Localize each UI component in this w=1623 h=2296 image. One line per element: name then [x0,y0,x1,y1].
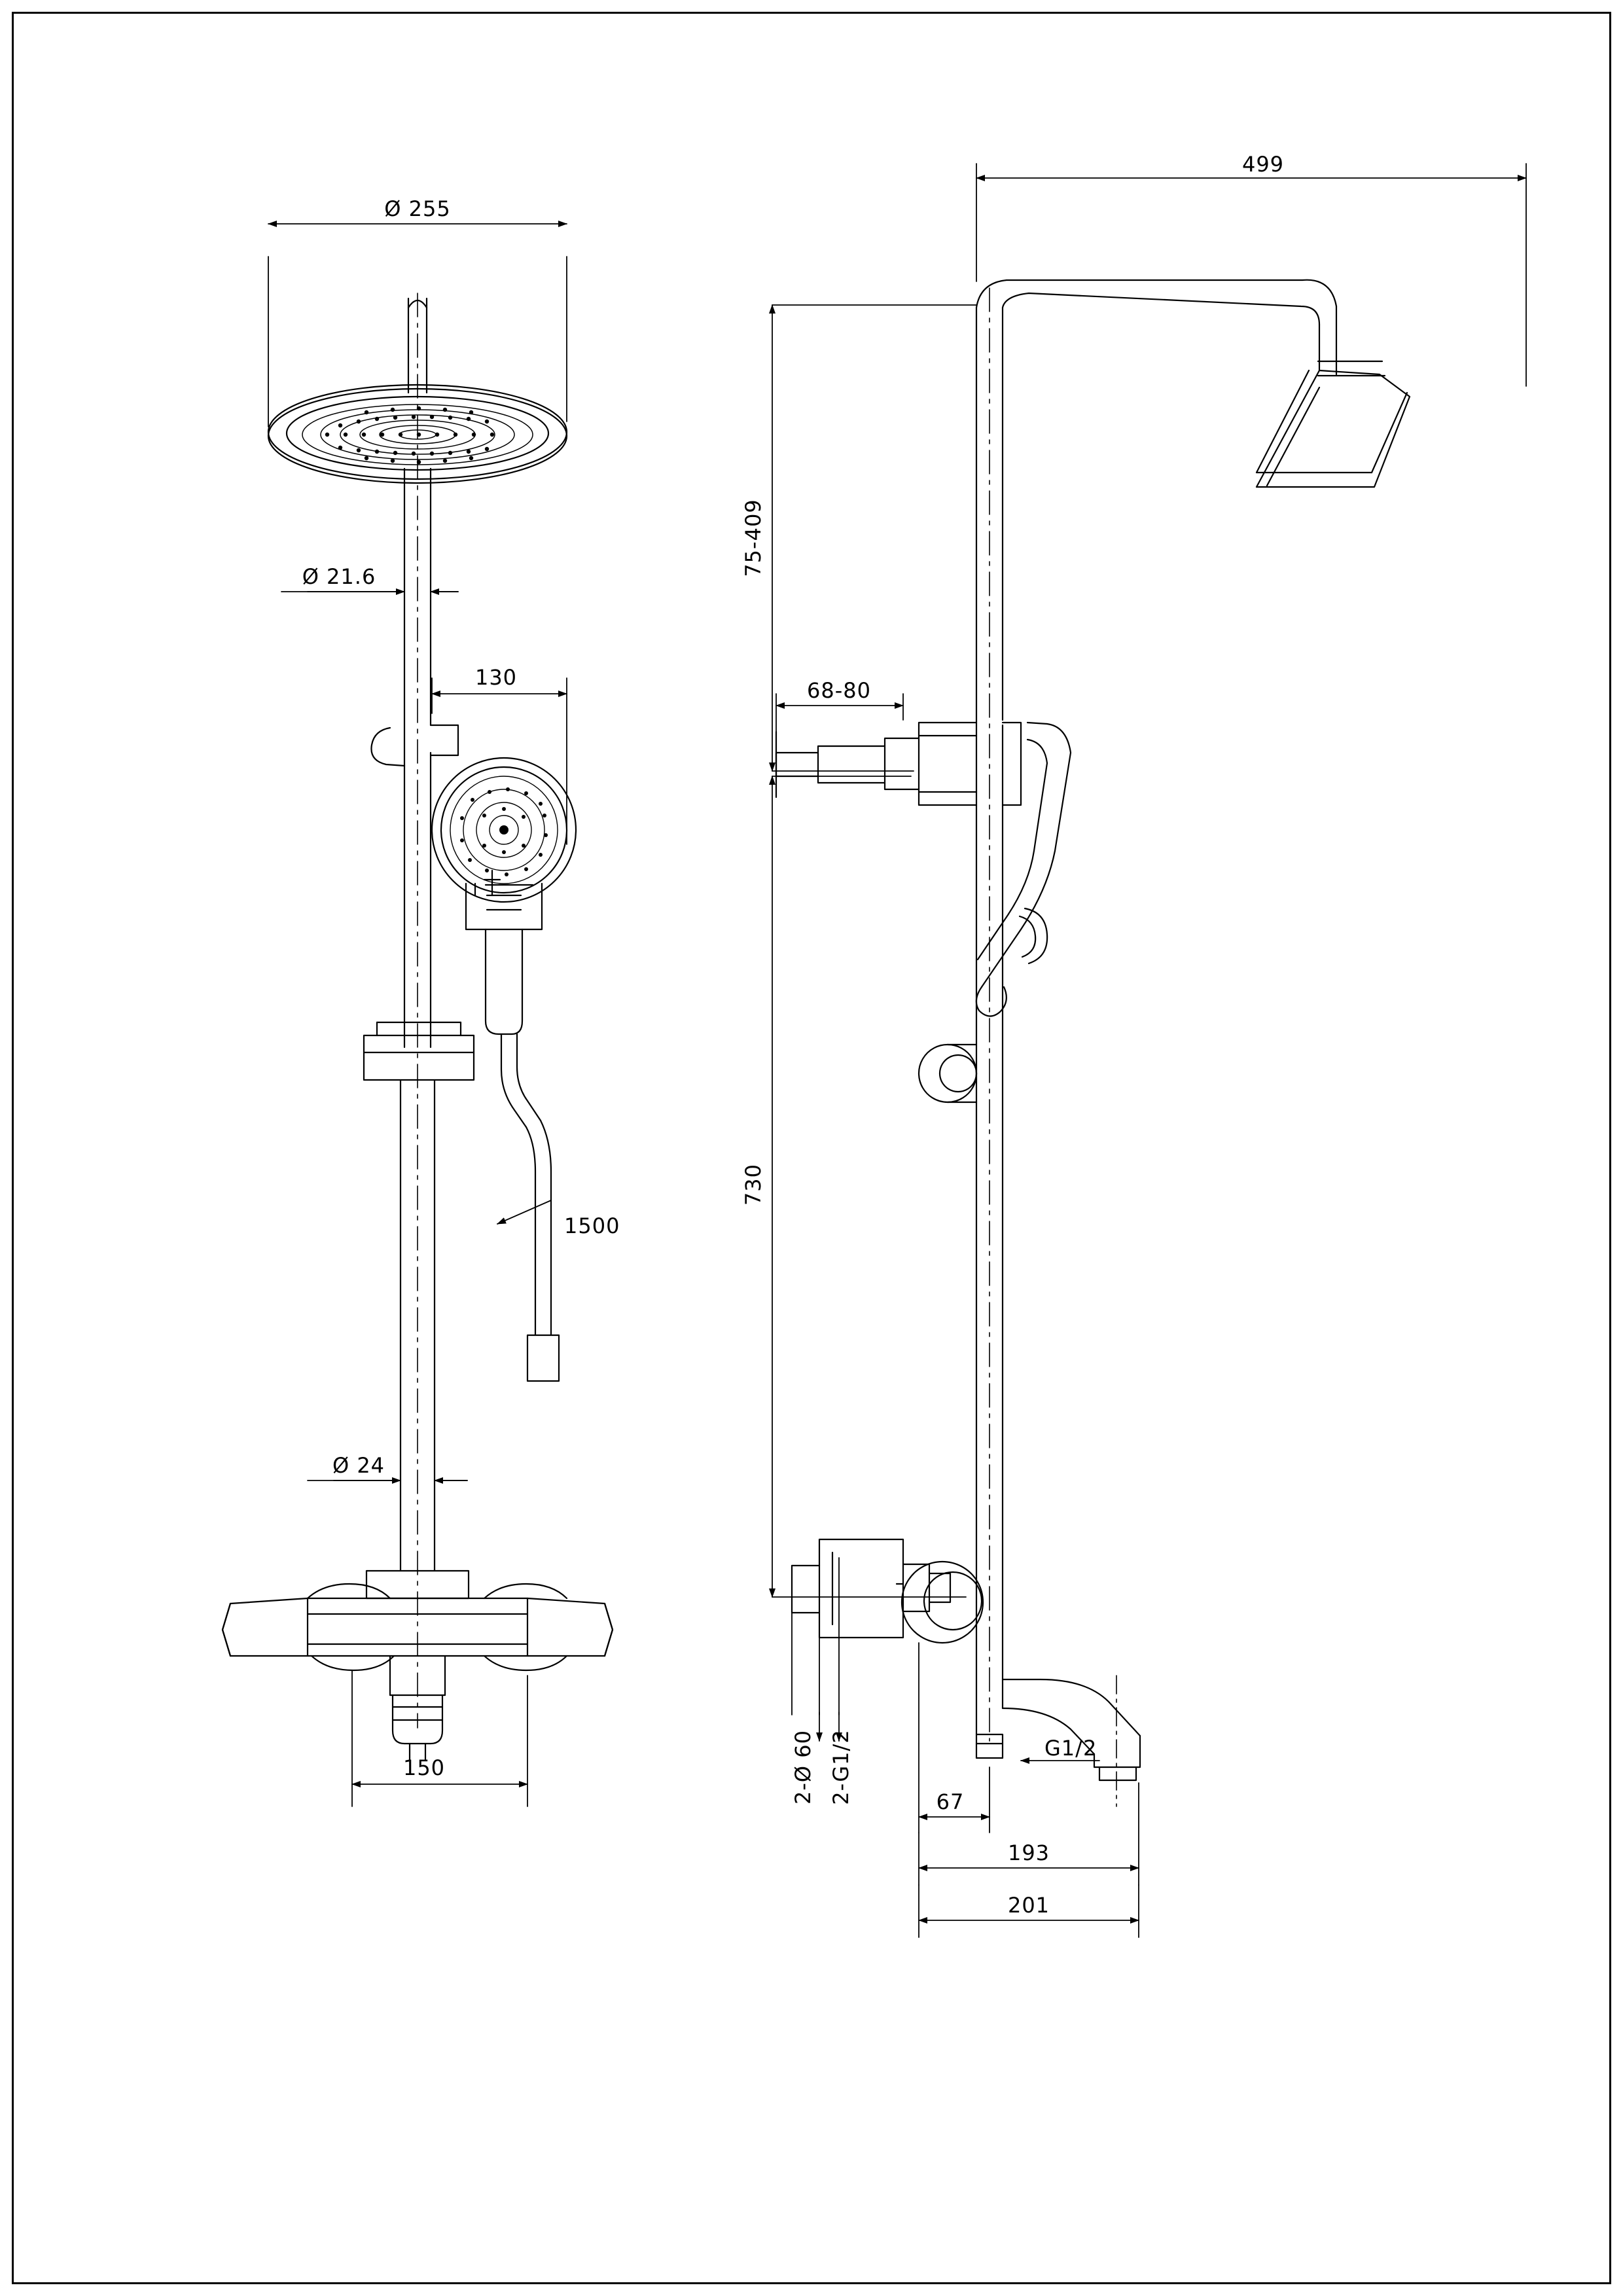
dim-inlet-centres: 2-Ø 60 [791,1730,815,1804]
dim-mixer-depth: 67 [936,1789,965,1814]
side-view-geometry [776,280,1410,1806]
dim-hose-length: 1500 [564,1213,620,1238]
dim-riser-rail-diameter: Ø 21.6 [302,564,376,589]
front-view-geometry [223,293,613,1761]
side-dimensions [772,164,1526,1937]
dim-overhead-diameter: Ø 255 [384,196,451,221]
dim-outlet-thread: G1/2 [1044,1736,1097,1761]
dim-riser-height: 730 [741,1163,766,1206]
dim-overhead-height-range: 75-409 [741,499,766,577]
dim-handshower-offset: 130 [474,665,518,690]
dim-wall-bracket-range: 68-80 [807,678,871,703]
dim-spout-projection: 193 [1007,1840,1050,1865]
dim-mixer-centres: 150 [402,1755,446,1780]
dim-overall-projection: 201 [1007,1893,1050,1918]
dim-inlet-thread: 2-G1/2 [829,1729,853,1805]
dim-lower-tube-diameter: Ø 24 [332,1453,385,1478]
dim-shower-arm-reach: 499 [1241,152,1285,177]
